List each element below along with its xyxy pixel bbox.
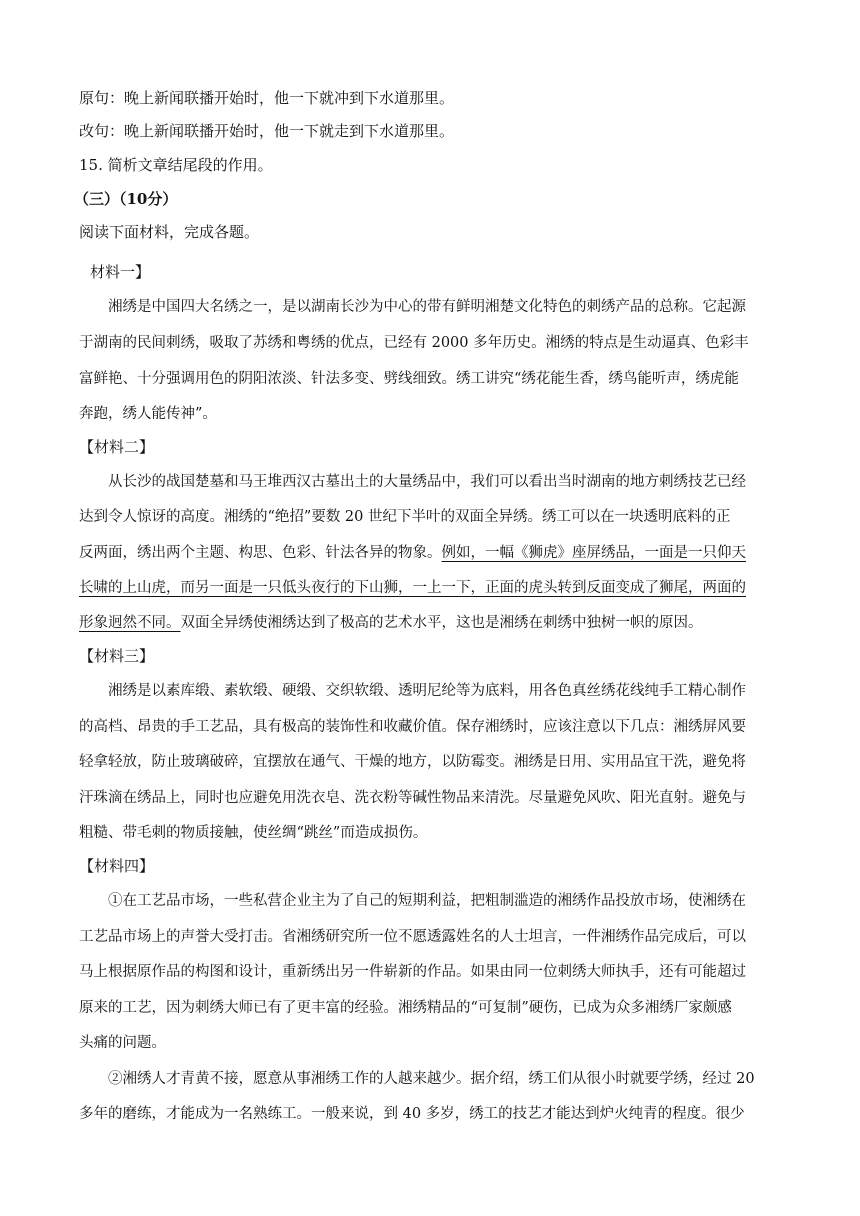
material-4-line: 工艺品市场上的声誉大受打击。省湘绣研究所一位不愿透露姓名的人士坦言，一件湘绣作品完成后，可以 xyxy=(79,929,746,945)
material-3-line: 轻拿轻放，防止玻璃破碎，宜摆放在通气、干燥的地方，以防霉变。湘绣是日用、实用品宜干洗，避免将 xyxy=(79,754,746,770)
material-1-line: 奔跑，绣人能传神”。 xyxy=(79,406,217,422)
material-3-heading: 【材料三】 xyxy=(79,647,155,665)
underlined-example: 长啸的上山虎，而另一面是一只低头夜行的下山狮，一上一下，正面的虎头转到反面变成了狮尾，两面的 xyxy=(79,580,746,596)
material-4-line: 头痛的问题。 xyxy=(79,1035,166,1051)
material-2-text: 双面全异绣使湘绣达到了极高的艺术水平，这也是湘绣在刺绣中独树一帜的原因。 xyxy=(180,615,703,631)
original-sentence: 原句：晚上新闻联播开始时，他一下就冲到下水道那里。 xyxy=(79,89,455,107)
material-4-line: 原来的工艺，因为刺绣大师已有了更丰富的经验。湘绣精品的“可复制”硬伤，已成为众多湘绣厂家颇感 xyxy=(79,1000,732,1016)
material-2-line xyxy=(79,543,746,563)
material-1-line: 湘绣是中国四大名绣之一，是以湖南长沙为中心的带有鲜明湘楚文化特色的刺绣产品的总称。它起源 xyxy=(108,299,746,315)
material-4-line: ①在工艺品市场，一些私营企业主为了自己的短期利益，把粗制滥造的湘绣作品投放市场，使湘绣在 xyxy=(108,893,746,909)
material-2-line: 从长沙的战国楚墓和马王堆西汉古墓出土的大量绣品中，我们可以看出当时湖南的地方刺绣技艺已经 xyxy=(108,474,746,490)
material-3-line: 的高档、昂贵的手工艺品，具有极高的装饰性和收藏价值。保存湘绣时，应该注意以下几点：湘绣屏风要 xyxy=(79,719,746,735)
material-3-line: 汗珠滴在绣品上，同时也应避免用洗衣皂、洗衣粉等碱性物品来清洗。尽量避免风吹、阳光直射。避免与 xyxy=(79,790,746,806)
question-15: 15. 简析文章结尾段的作用。 xyxy=(79,156,273,174)
material-1-line: 富鲜艳、十分强调用色的阴阳浓淡、针法多变、劈线细致。绣工讲究“绣花能生香，绣鸟能听声，绣虎能 xyxy=(79,371,739,387)
material-2-line xyxy=(79,613,703,633)
material-1-line: 于湖南的民间刺绣，吸取了苏绣和粤绣的优点，已经有 2000 多年历史。湘绣的特点是生动逼真、色彩丰 xyxy=(79,335,749,351)
material-4-line: 马上根据原作品的构图和设计，重新绣出另一件崭新的作品。如果由同一位刺绣大师执手，还有可能超过 xyxy=(79,964,746,980)
material-4-line: 多年的磨练，才能成为一名熟练工。一般来说，到 40 多岁，绣工的技艺才能达到炉火纯青的程度。很少 xyxy=(79,1106,745,1122)
material-3-line: 粗糙、带毛刺的物质接触，使丝绸“跳丝”而造成损伤。 xyxy=(79,825,428,841)
revised-sentence: 改句：晚上新闻联播开始时，他一下就走到下水道那里。 xyxy=(79,122,455,140)
material-1-heading: 材料一】 xyxy=(90,263,151,281)
material-3-line: 湘绣是以素库缎、素软缎、硬缎、交织软缎、透明尼纶等为底料，用各色真丝绣花线纯手工精心制作 xyxy=(108,683,746,699)
underlined-example: 形象迥然不同。 xyxy=(79,615,181,631)
section-title: （三）（10分） xyxy=(74,190,178,208)
material-4-heading: 【材料四】 xyxy=(79,857,155,875)
material-4-line: ②湘绣人才青黄不接，愿意从事湘绣工作的人越来越少。据介绍，绣工们从很小时就要学绣，经过 20 xyxy=(108,1071,755,1087)
material-2-heading: 【材料二】 xyxy=(79,438,155,456)
material-2-line: 达到令人惊讶的高度。湘绣的“绝招”要数 20 世纪下半叶的双面全异绣。绣工可以在一块透明底料的正 xyxy=(79,509,731,525)
instruction: 阅读下面材料，完成各题。 xyxy=(79,223,260,241)
underlined-example: 例如，一幅《狮虎》座屏绣品，一面是一只仰天 xyxy=(441,545,746,561)
material-2-text: 反两面，绣出两个主题、构思、色彩、针法各异的物象。 xyxy=(79,545,442,561)
material-2-line xyxy=(79,578,746,598)
